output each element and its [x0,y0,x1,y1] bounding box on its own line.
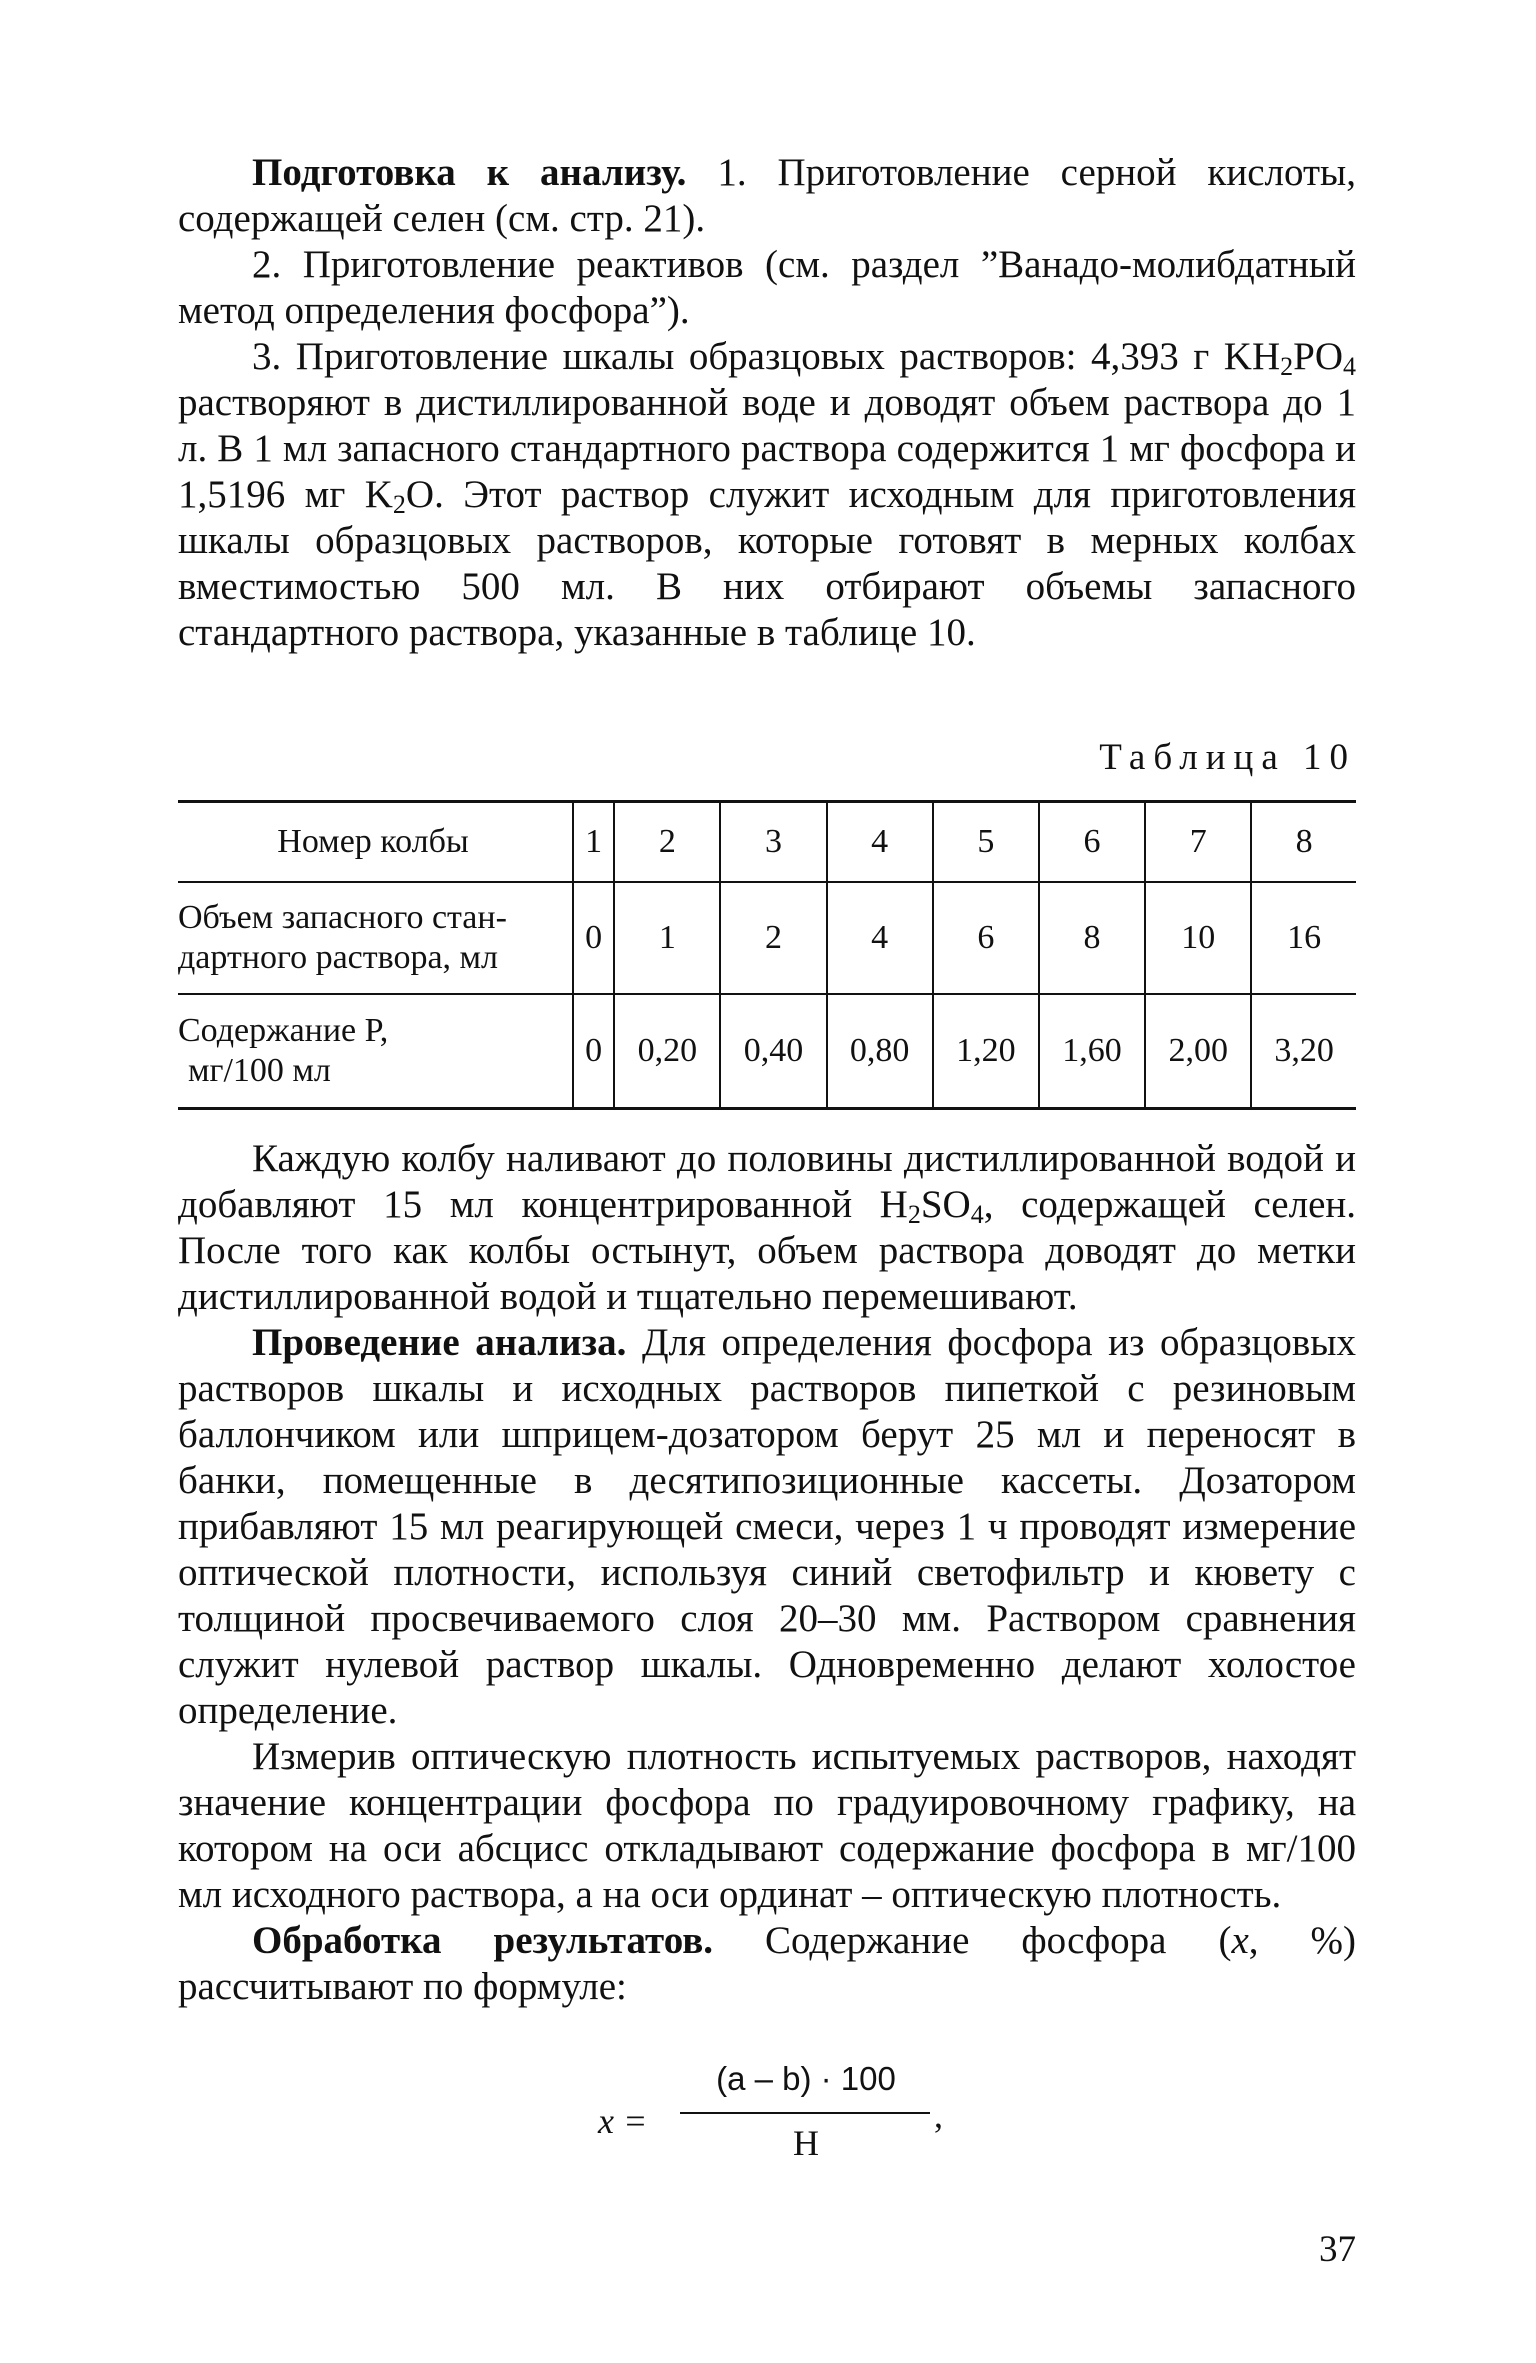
table-cell: 2 [720,882,826,994]
table-row-label [178,994,573,1109]
preparation-section [178,150,1356,656]
prep-paragraph-2 [178,242,1356,334]
table-cell: 4 [827,882,933,994]
table-cell: 1,20 [933,994,1039,1109]
analysis-section [178,1136,1356,2010]
after-table-paragraph [178,1136,1356,1320]
table-cell: 8 [1251,802,1356,883]
label-line: Объем запасного стан- [178,899,507,936]
prep-3-text-b: PO [1293,335,1343,378]
table-cell: 3,20 [1251,994,1356,1109]
table-row [178,994,1356,1109]
results-text-b: , %) рассчитывают по формуле: [178,1919,1356,2008]
results-text-a: Содержание фосфора ( [713,1919,1232,1962]
subscript: 2 [392,490,406,519]
table-cell: 2 [614,802,720,883]
formula-comma: , [934,2095,943,2135]
measure-paragraph [178,1734,1356,1918]
prep-1-text: 1. Приготовление серной кислоты, содержащей селен (см. стр. 21). [178,151,1356,240]
table-cell: 16 [1251,882,1356,994]
table-cell: 2,00 [1145,994,1251,1109]
data-table [178,800,1356,1110]
table-header-label: Номер колбы [178,802,573,883]
table-row-label [178,882,573,994]
after-table-text-a: Каждую колбу наливают до половины дистиллированной водой и добавляют 15 мл концентрированной H [178,1137,1356,1226]
table-cell: 3 [720,802,826,883]
table-cell: 0 [573,994,614,1109]
analysis-heading: Проведение анализа. [252,1321,627,1364]
formula-denominator: H [793,2123,819,2163]
subscript: 2 [1280,352,1294,381]
prep-3-text-a: 3. Приготовление шкалы образцовых растворов: 4,393 г KH [252,335,1281,378]
formula-numerator: (a – b) · 100 [716,2060,896,2097]
label-line: Содержание P, [178,1012,389,1049]
prep-heading: Подготовка к анализу. [252,151,687,194]
table-row [178,882,1356,994]
subscript: 4 [970,1200,984,1229]
analysis-text: Для определения фосфора из образцовых растворов шкалы и исходных растворов пипеткой с резиновым баллончиком или шприцем-дозатором берут 25 мл и переносят в банки, помещенные в десятипозиционные кассеты. Дозатором прибавляют 15 мл реагирующей смеси, через 1 ч проводят измерение оптической плотности, используя синий светофильтр и кювету с толщиной просвечиваемого слоя 20–30 мм. Раствором сравнения служит нулевой раствор шкалы. Одновременно делают холостое определение. [178,1321,1356,1732]
table-cell: 6 [1039,802,1145,883]
table-caption: Таблица 10 [1099,737,1356,778]
table-cell: 10 [1145,882,1251,994]
fraction-bar [680,2112,930,2114]
page-number: 37 [1319,2229,1356,2270]
table-cell: 6 [933,882,1039,994]
label-line: мг/100 мл [188,1052,331,1089]
prep-paragraph-1 [178,150,1356,242]
table-cell: 7 [1145,802,1251,883]
table-cell: 0,20 [614,994,720,1109]
results-heading: Обработка результатов. [252,1919,714,1962]
table-cell: 8 [1039,882,1145,994]
table-cell: 0,80 [827,994,933,1109]
prep-2-text: 2. Приготовление реактивов (см. раздел ”Ванадо-молибдатный метод определения фосфора”). [178,243,1356,332]
subscript: 2 [907,1200,921,1229]
analysis-paragraph [178,1320,1356,1734]
table-header-row [178,802,1356,883]
table-cell: 4 [827,802,933,883]
results-paragraph [178,1918,1356,2010]
prep-paragraph-3 [178,334,1356,656]
table-cell: 1 [614,882,720,994]
table-cell: 0 [573,882,614,994]
formula-lhs: x = [598,2101,648,2141]
results-variable: x [1231,1919,1249,1962]
after-table-text-b: SO [920,1183,971,1226]
table-cell: 0,40 [720,994,826,1109]
table-cell: 1,60 [1039,994,1145,1109]
measure-text: Измерив оптическую плотность испытуемых растворов, находят значение концентрации фосфора по градуировочному графику, на котором на оси абсцисс откладывают содержание фосфора в мг/100 мл исходного раствора, а на оси ординат – оптическую плотность. [178,1735,1356,1916]
label-line: дартного раствора, мл [178,939,499,976]
subscript: 4 [1343,352,1356,381]
after-table-text-c: , содержащей селен. После того как колбы остынут, объем раствора доводят до метки дистиллированной водой и тщательно перемешивают. [178,1183,1357,1318]
table-cell: 5 [933,802,1039,883]
prep-3-text-d: O. Этот раствор служит исходным для приготовления шкалы образцовых растворов, которые готовят в мерных колбах вместимостью 500 мл. В них отбирают объемы запасного стандартного раствора, указанные в таблице 10. [178,473,1357,654]
table-cell: 1 [573,802,614,883]
formula [598,2060,958,2170]
prep-3-text-c: растворяют в дистиллированной воде и доводят объем раствора до 1 л. В 1 мл запасного стандартного раствора содержится 1 мг фосфора и 1,5196 мг K [178,381,1356,516]
